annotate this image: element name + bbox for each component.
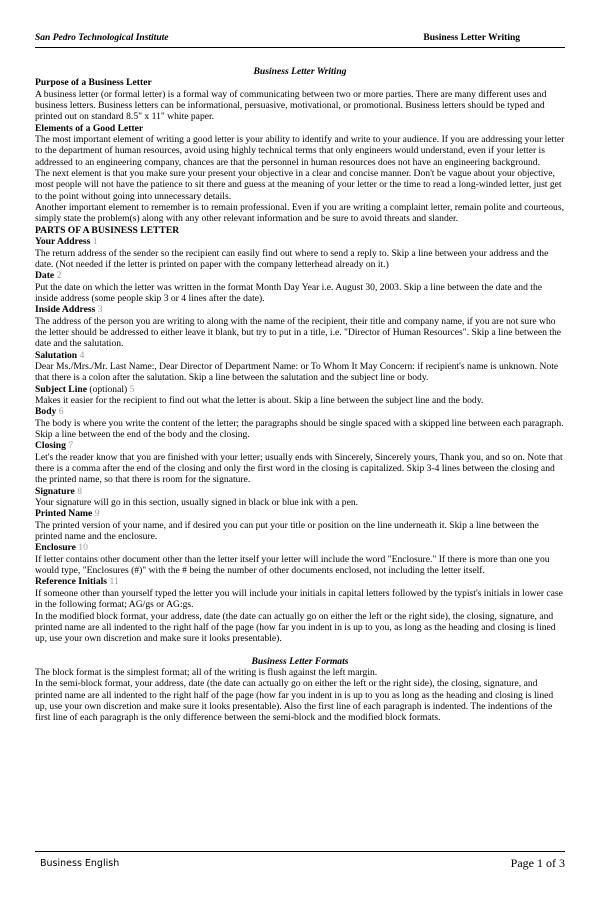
part-number: 3 [97, 304, 103, 316]
elements-paragraph-1: The most important element of writing a good letter is your ability to identify and write to your audience. If you are addressing your letter to the department of human resources, avoid using highly technical terms that only engineers would understand, even if your letter is addressed to an engineering company, chances are that the personnel in human resources does not have an engineering background. [35, 134, 565, 168]
part-text: If someone other than yourself typed the letter you will include your initials in capital letters followed by the typist's initials in lower case in the following format; AG/gs or AG:gs. [35, 587, 563, 611]
page-header [35, 33, 565, 46]
part-text: Dear Ms./Mrs./Mr. Last Name:, Dear Director of Department Name: or To Whom It May Concern: if recipient's name is unknown. Note that there is a colon after the salutation. Skip a line between the salutation and the subject line or body. [35, 360, 559, 384]
part-heading [35, 384, 565, 395]
part-heading [35, 440, 565, 451]
part-text: The body is where you write the content of the letter; the paragraphs should be single spaced with a skipped line between each paragraph. Skip a line between the end of the body and the closing. [35, 417, 564, 440]
part-number: 10 [78, 542, 88, 554]
part-text: The address of the person you are writing to along with the name of the recipient, their title and company name, if you are not sure who the letter should be addressed to either leave it blank, but try to put in a title, i.e. "Director of Human Resources". Skip a line between the date and the salutation. [35, 315, 562, 350]
part-name: Your Address [35, 236, 91, 248]
document-title: Business Letter Writing [253, 66, 347, 77]
part-text: If letter contains other document other than the letter itself your letter will include the word "Enclosure." If there is more than one you would type, "Enclosures (#)" with the # being the number of other documents enclosed, not including the letter itself. [35, 553, 550, 577]
formats-title: Business Letter Formats [251, 655, 349, 667]
part-heading [35, 542, 565, 553]
part-text: Put the date on which the letter was written in the format Month Day Year i.e. August 30, 2003. Skip a line between the date and the inside address (some people skip 3 or 4 lines after the date). [35, 281, 543, 304]
elements-paragraph-2: The next element is that you make sure your present your objective in a clear and concise manner. Don't be vague about your objective, most people will not have the patience to sit there and guess at the meaning of your letter or the time to read a long-winded letter, just get to the point without going into unnecessary details. [35, 168, 562, 202]
part-heading [35, 270, 565, 281]
formats-paragraph-1: The block format is the simplest format; all of the writing is flush against the left margin. [35, 666, 378, 678]
footer-course: Business English [40, 858, 120, 869]
header-institute: San Pedro Technological Institute [35, 33, 169, 43]
part-name: Date [35, 270, 55, 282]
part-heading [35, 304, 565, 315]
parts-heading: PARTS OF A BUSINESS LETTER [35, 224, 180, 236]
footer-page-number: Page 1 of 3 [510, 856, 565, 870]
part-heading [35, 508, 565, 519]
part-number: 9 [94, 508, 100, 520]
header-doc-title: Business Letter Writing [423, 33, 520, 43]
part-name: Salutation [35, 349, 78, 361]
part-name: Subject Line [35, 383, 87, 395]
part-text: Your signature will go in this section, usually signed in black or blue ink with a pen. [35, 497, 359, 509]
part-text: Makes it easier for the recipient to find out what the letter is about. Skip a line between the subject line and the body. [35, 394, 484, 406]
footer-divider [35, 851, 565, 852]
part-number: 8 [77, 485, 83, 497]
elements-heading: Elements of a Good Letter [35, 122, 144, 134]
formats-paragraph-2: In the semi-block format, your address, date (the date can actually go on either the left or the right side), the closing, signature, and printed name are all indented to the right half of the page (how far you indent in is up to you as long as the heading and closing is lined up, use your own discretion and make sure it looks presentable). Also the first line of each paragraph is indented. The indentions of the first line of each paragraph is the only difference between the semi-block and the modified block formats. [35, 678, 554, 724]
paragraph-gap [35, 645, 565, 656]
part-number: 1 [92, 236, 98, 248]
part-heading [35, 236, 565, 247]
part-number: 6 [58, 406, 64, 418]
part-name: Body [35, 406, 57, 418]
part-heading [35, 350, 565, 361]
part-number: 11 [109, 576, 119, 588]
part-text: Let's the reader know that you are finished with your letter; usually ends with Sincerely, Sincerely yours, Thank you, and so on. Note that there is a comma after the end of the closing and only the first word in the closing is capitalized. Skip 3-4 lines between the closing and the printed name, so that there is room for the signature. [35, 451, 563, 486]
part-number: 5 [129, 383, 135, 395]
part-number: 7 [68, 440, 74, 452]
purpose-text: A business letter (or formal letter) is a formal way of communicating between two or more parties. There are many different uses and business letters. Business letters can be informational, persuasive, motivational, or promotional. Business letters should be typed and printed out on standard 8.5" x 11" white paper. [35, 88, 547, 123]
modified-block-text: In the modified block format, your address, date (the date can actually go on either the left or the right side), the closing, signature, and printed name are all indented to the right half of the page (how far you indent in is up to you, as long as the heading and closing is lined up, use your own discretion and make sure it looks presentable). [35, 610, 556, 645]
part-name: Enclosure [35, 542, 76, 554]
part-name: Signature [35, 485, 75, 497]
part-heading [35, 576, 565, 587]
part-text: The return address of the sender so the recipient can easily find out where to send a reply to. Skip a line between your address and the date. (Not needed if the letter is printed on paper with the company letterhead already on it.) [35, 247, 549, 270]
part-name: Inside Address [35, 304, 96, 316]
page-footer [35, 856, 565, 870]
part-name: Printed Name [35, 508, 93, 520]
purpose-heading: Purpose of a Business Letter [35, 77, 152, 89]
part-number: 4 [79, 349, 85, 361]
elements-paragraph-3: Another important element to remember is to remain professional. Even if you are writing a complaint letter, remain polite and courteous, simply state the problem(s) along with any other relevant information and be sure to avoid threats and slander. [35, 202, 564, 225]
header-divider [35, 47, 565, 48]
part-name: Closing [35, 440, 66, 452]
part-name: Reference Initials [35, 576, 108, 588]
part-number: 2 [56, 270, 62, 282]
part-optional: (optional) [89, 383, 128, 395]
part-heading [35, 486, 565, 497]
part-heading [35, 406, 565, 417]
document-body [35, 66, 565, 724]
part-text: The printed version of your name, and if desired you can put your title or position on the line underneath it. Skip a line between the printed name and the enclosure. [35, 519, 539, 543]
